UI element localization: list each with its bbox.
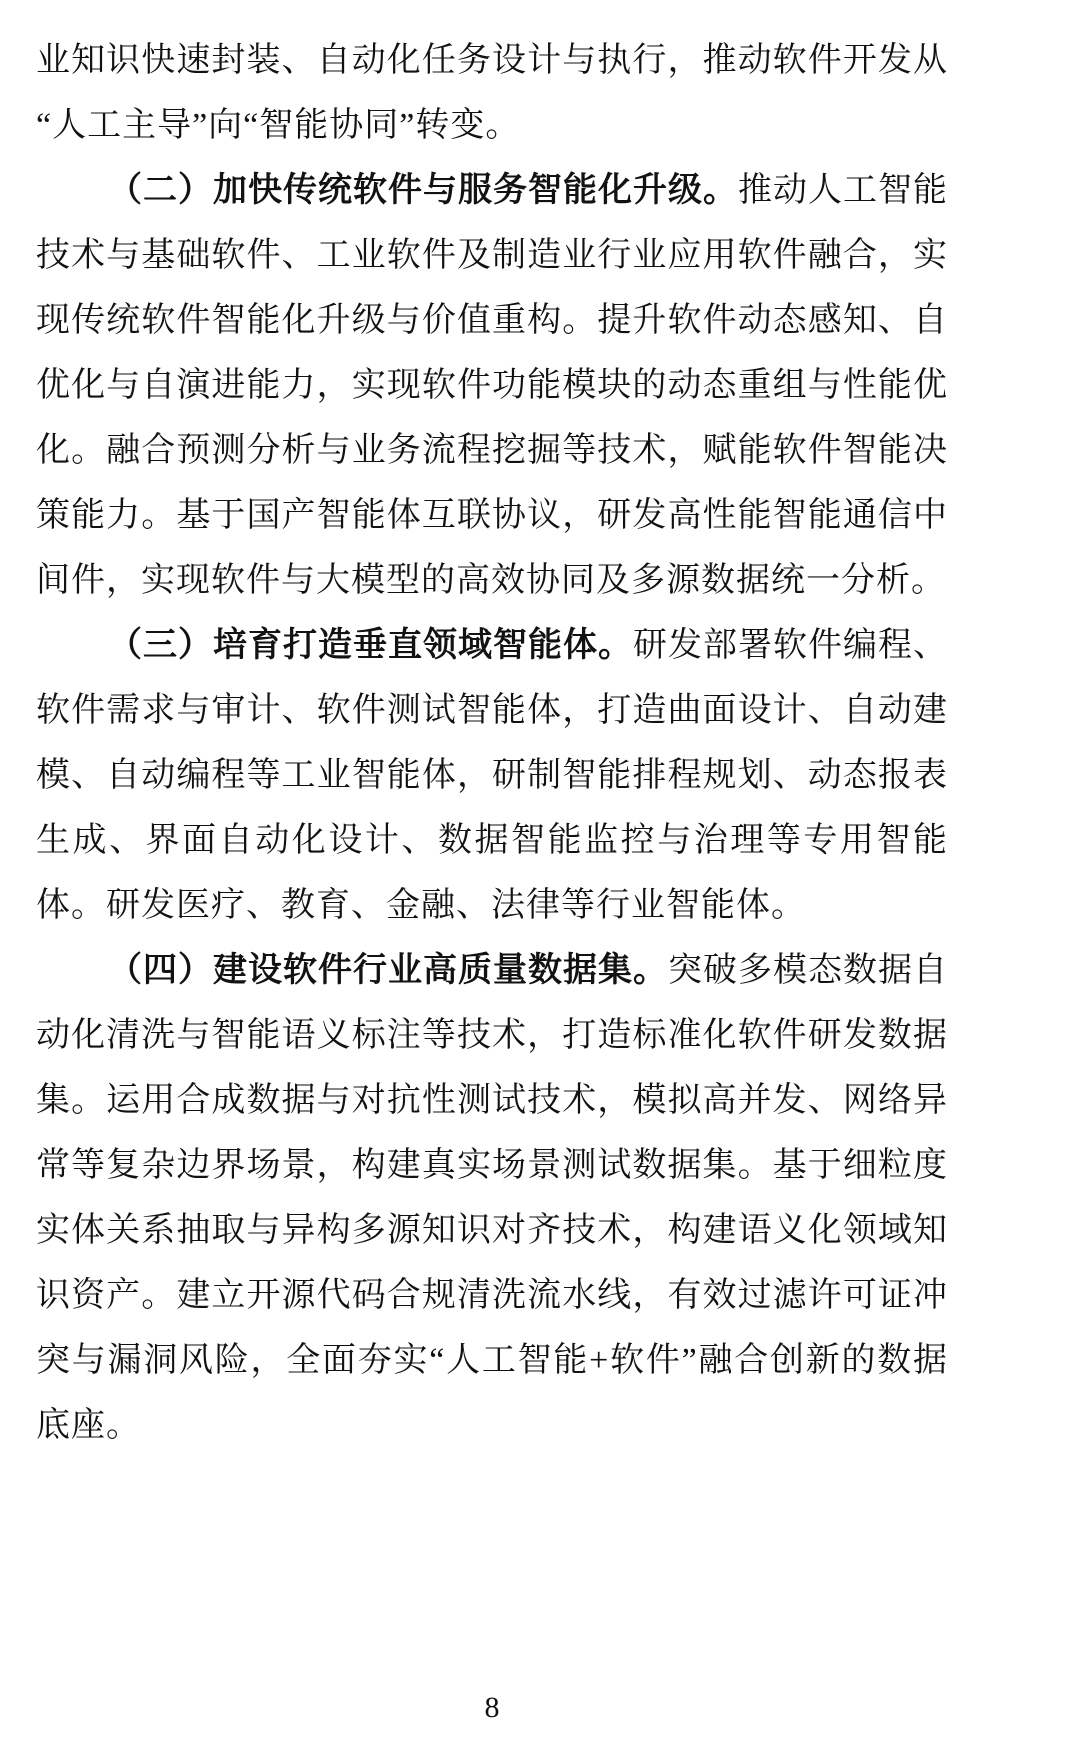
paragraph-heading: （三）培育打造垂直领域智能体。	[108, 627, 633, 664]
paragraph-body: 突破多模态数据自动化清洗与智能语义标注等技术，打造标准化软件研发数据集。运用合成数据与对抗性测试技术，模拟高并发、网络异常等复杂边界场景，构建真实场景测试数据集。基于细粒度实体关系抽取与异构多源知识对齐技术，构建语义化领域知识资产。建立开源代码合规清洗流水线，有效过滤许可证冲突与漏洞风险，全面夯实“人工智能+软件”融合创新的数据底座。	[36, 952, 948, 1444]
paragraph-section-4	[36, 938, 948, 1458]
document-content	[36, 28, 948, 1458]
paragraph-body: 业知识快速封装、自动化任务设计与执行，推动软件开发从“人工主导”向“智能协同”转变。	[36, 42, 948, 144]
page-number: 8	[484, 1691, 500, 1724]
paragraph-body: 研发部署软件编程、软件需求与审计、软件测试智能体，打造曲面设计、自动建模、自动编程等工业智能体，研制智能排程规划、动态报表生成、界面自动化设计、数据智能监控与治理等专用智能体。研发医疗、教育、金融、法律等行业智能体。	[36, 627, 948, 924]
paragraph-heading: （四）建设软件行业高质量数据集。	[108, 952, 668, 989]
paragraph-continuation	[36, 28, 948, 158]
paragraph-section-3	[36, 613, 948, 938]
paragraph-section-2	[36, 158, 948, 613]
paragraph-body: 推动人工智能技术与基础软件、工业软件及制造业行业应用软件融合，实现传统软件智能化升级与价值重构。提升软件动态感知、自优化与自演进能力，实现软件功能模块的动态重组与性能优化。融合预测分析与业务流程挖掘等技术，赋能软件智能决策能力。基于国产智能体互联协议，研发高性能智能通信中间件，实现软件与大模型的高效协同及多源数据统一分析。	[36, 172, 948, 599]
paragraph-heading: （二）加快传统软件与服务智能化升级。	[108, 172, 738, 209]
